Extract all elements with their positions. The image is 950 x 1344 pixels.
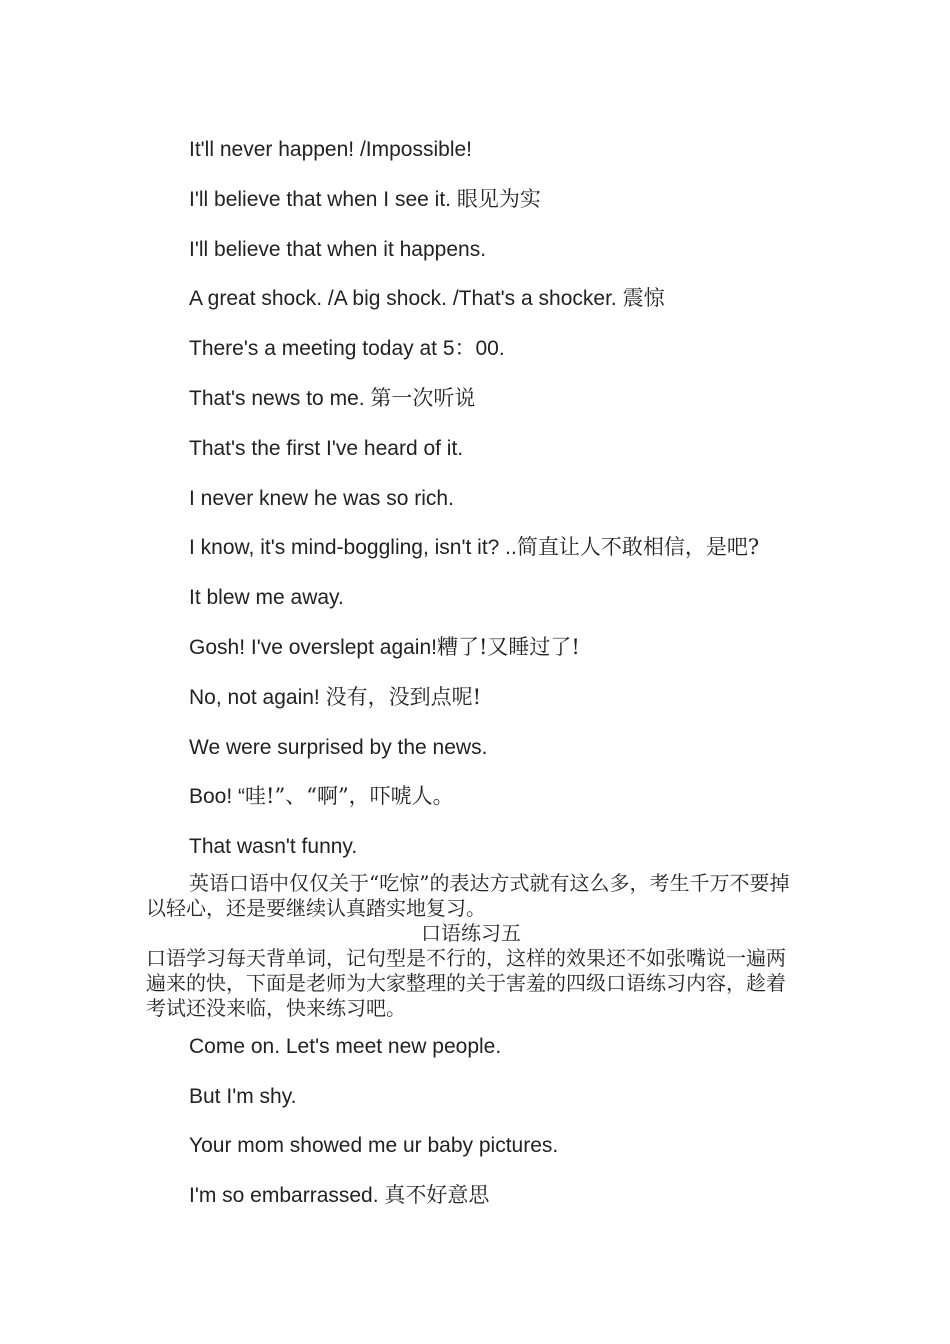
phrase-line: [189, 684, 481, 711]
phrase-line: [189, 1182, 489, 1209]
phrase-line: [189, 1132, 558, 1159]
phrase-line: [189, 783, 454, 810]
phrase-line: [189, 335, 505, 362]
intro-paragraph: 口语学习每天背单词，记句型是不行的，这样的效果还不如张嘴说一遍两遍来的快，下面是老师为大家整理的关于害羞的四级口语练习内容，趁着考试还没来临，快来练习吧。: [146, 946, 786, 1020]
phrase-en: I know, it's mind-boggling, isn't it? ..: [189, 536, 517, 559]
phrase-en: I never knew he was so rich.: [189, 487, 454, 510]
phrase-cn: 哇!”、“啊”，吓唬人。: [245, 784, 454, 808]
phrase-cn: 眼见为实: [456, 187, 541, 211]
phrase-en: There's a meeting today at 5：00.: [189, 337, 505, 360]
phrase-cn: 糟了!又睡过了!: [436, 635, 580, 659]
phrase-en: That wasn't funny.: [189, 835, 358, 858]
section-title: 口语练习五: [421, 921, 521, 945]
phrase-line: [189, 833, 357, 860]
phrase-line: [189, 534, 759, 561]
phrase-line: [189, 136, 472, 163]
phrase-cn: 真不好意思: [384, 1183, 490, 1207]
phrase-en: I'm so embarrassed.: [189, 1184, 385, 1207]
phrase-cn: 简直让人不敢相信，是吧?: [516, 535, 760, 559]
phrase-en: Your mom showed me ur baby pictures.: [189, 1134, 559, 1157]
phrase-en: It blew me away.: [189, 586, 344, 609]
phrase-en: I'll believe that when I see it.: [189, 188, 457, 211]
phrase-line: [189, 435, 463, 462]
phrase-en: That's news to me.: [189, 387, 371, 410]
summary-paragraph: 英语口语中仅仅关于“吃惊”的表达方式就有这么多，考生千万不要掉以轻心，还是要继续认真踏实地复习。: [146, 871, 790, 920]
phrase-line: [189, 634, 580, 661]
phrase-line: [189, 1083, 296, 1110]
phrase-cn: 没有，没到点呢!: [325, 685, 482, 709]
phrase-en: That's the first I've heard of it.: [189, 437, 464, 460]
phrase-en: But I'm shy.: [189, 1085, 297, 1108]
phrase-en: Gosh! I've overslept again!: [189, 636, 437, 659]
phrase-line: [189, 186, 541, 213]
phrase-cn: 第一次听说: [370, 386, 476, 410]
phrase-line: [189, 584, 344, 611]
phrase-en: We were surprised by the news.: [189, 736, 488, 759]
phrase-line: [189, 485, 454, 512]
phrase-en: Come on. Let's meet new people.: [189, 1035, 502, 1058]
phrase-line: [189, 1033, 501, 1060]
phrase-cn: 震惊: [622, 286, 665, 310]
phrase-en: No, not again!: [189, 686, 326, 709]
phrase-en: Boo! “: [189, 785, 246, 808]
phrase-en: I'll believe that when it happens.: [189, 238, 487, 261]
phrase-line: [189, 236, 486, 263]
phrase-en: A great shock. /A big shock. /That's a shocker.: [189, 287, 623, 310]
phrase-line: [189, 285, 665, 312]
phrase-line: [189, 385, 475, 412]
phrase-en: It'll never happen! /Impossible!: [189, 138, 472, 161]
phrase-line: [189, 734, 487, 761]
